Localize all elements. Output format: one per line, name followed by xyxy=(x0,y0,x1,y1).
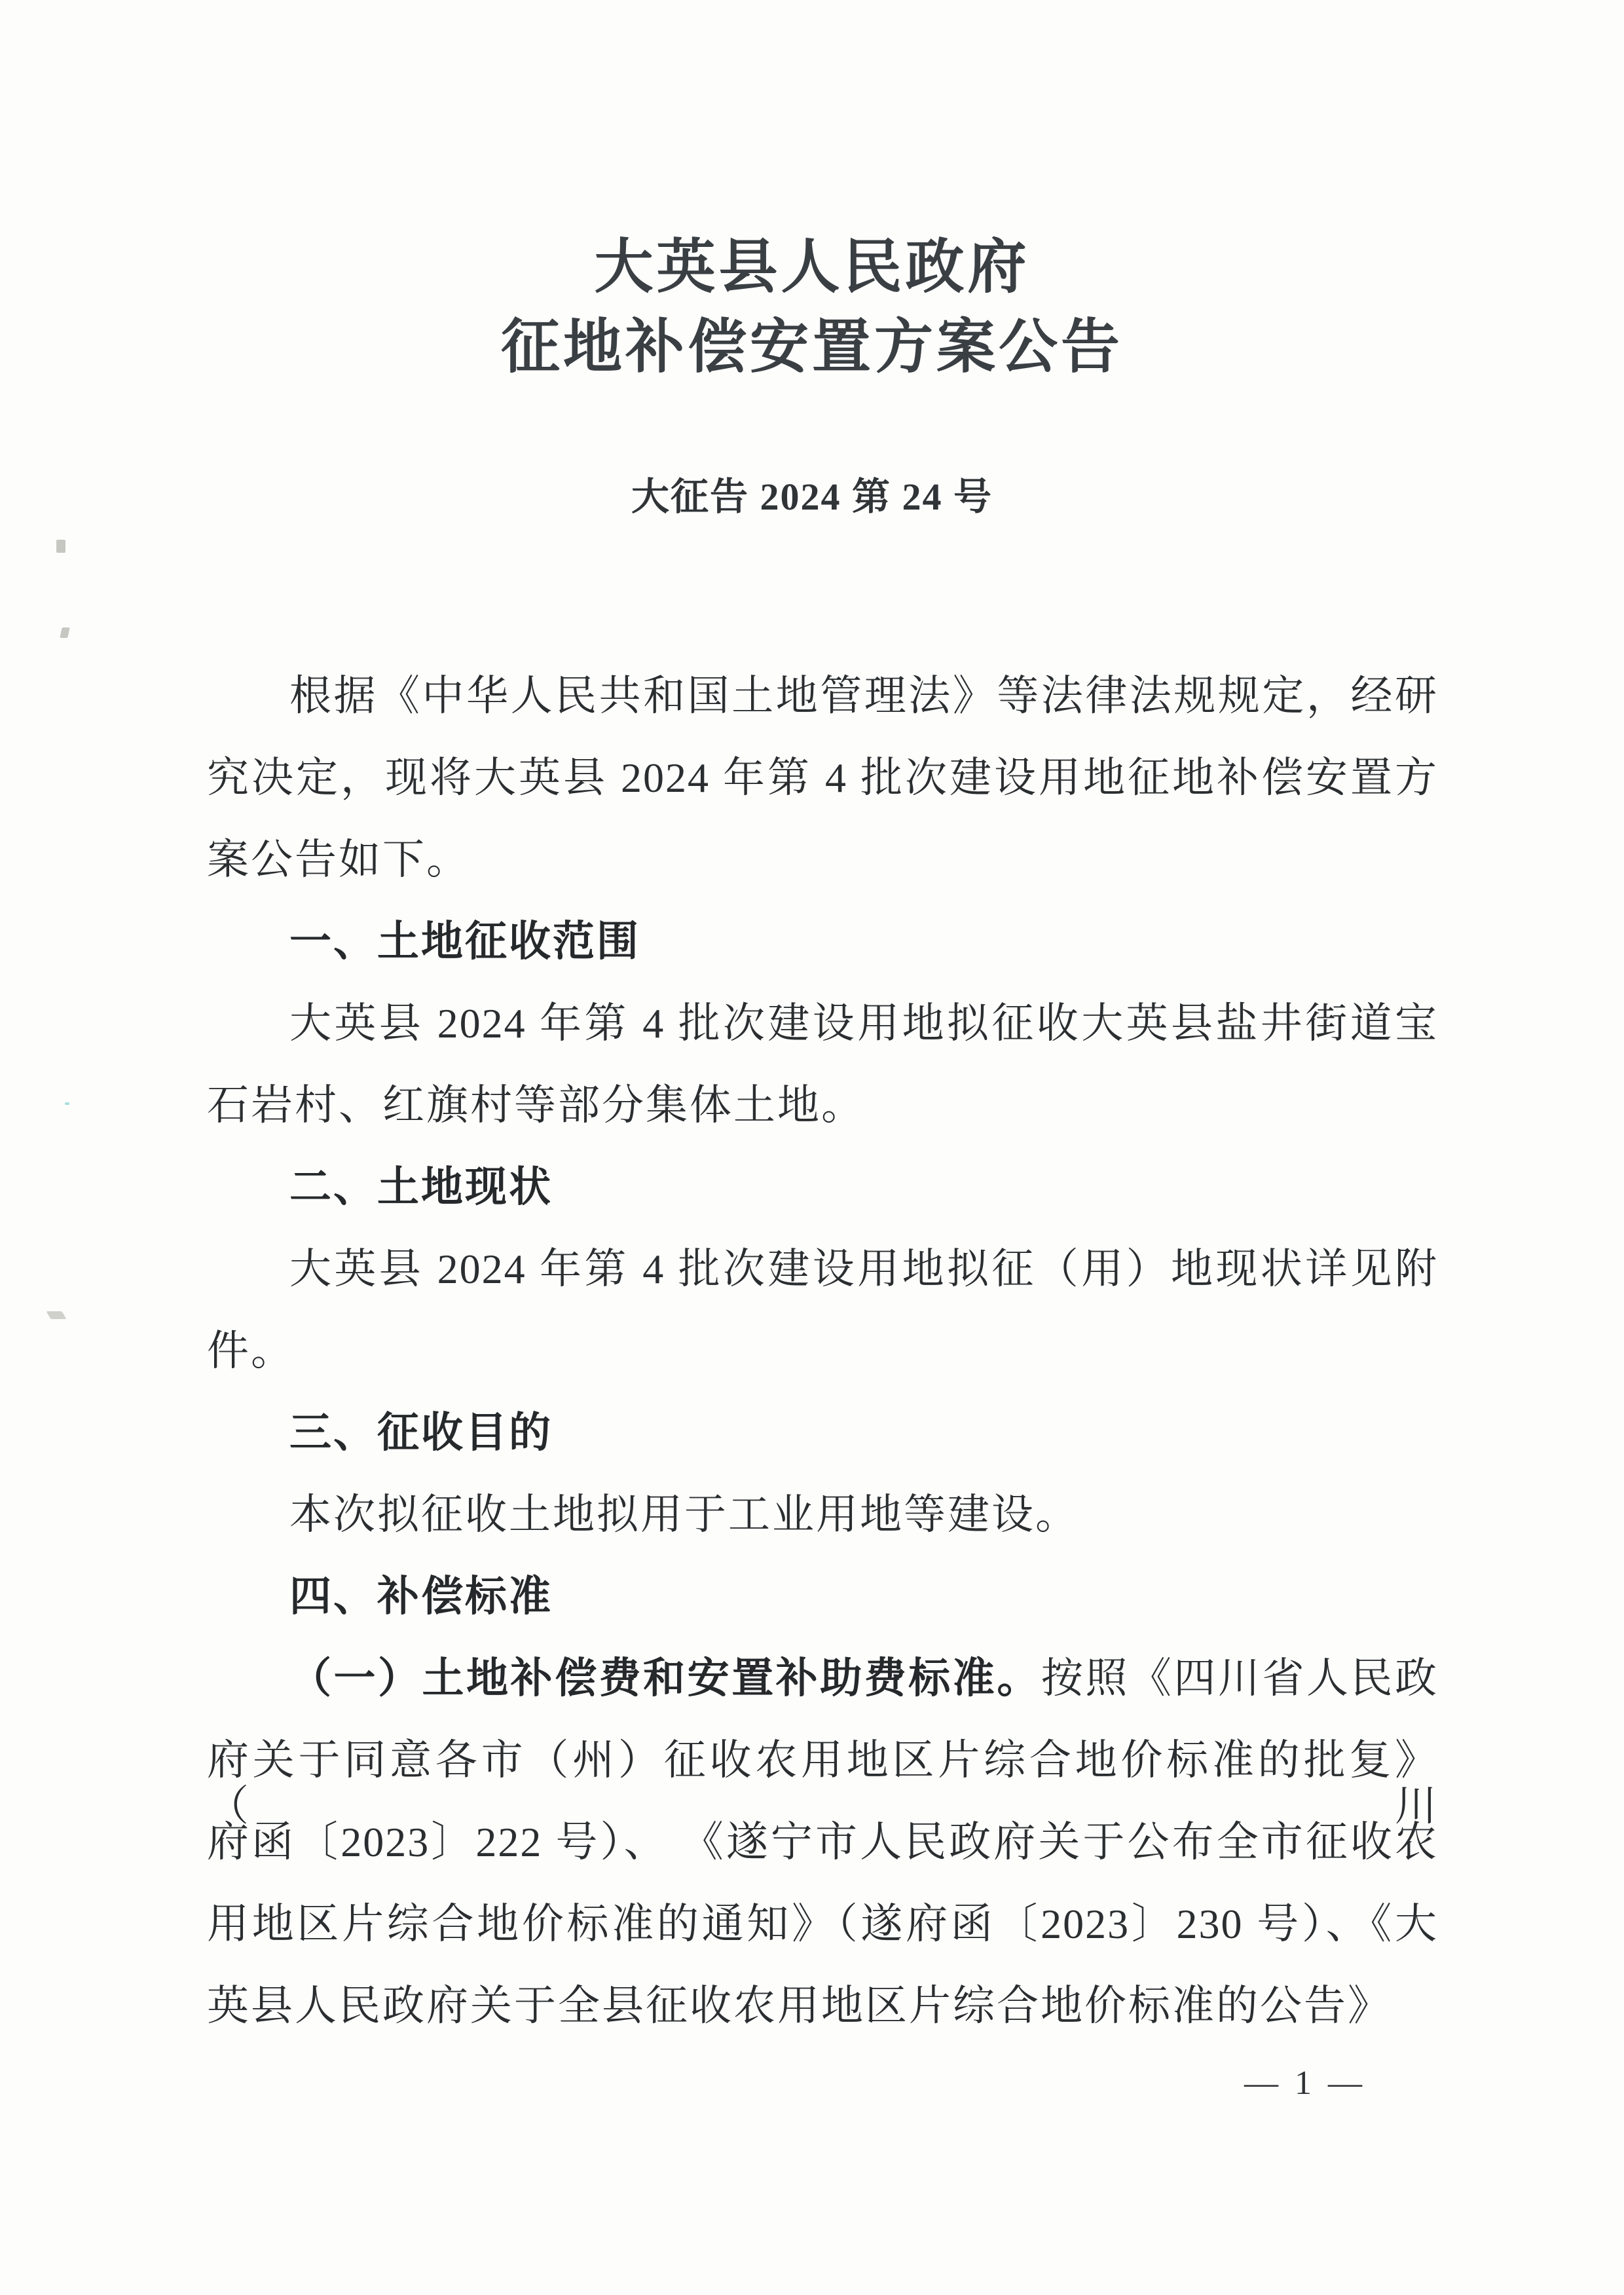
scan-speck xyxy=(65,1102,69,1105)
section-heading-3: 三、征收目的 xyxy=(289,1409,553,1456)
body-line: 石岩村、红旗村等部分集体土地。 xyxy=(207,1082,865,1129)
body-line: 件。 xyxy=(207,1328,295,1374)
scan-speck xyxy=(60,627,69,638)
body-line: 根据《中华人民共和国土地管理法》等法律法规规定，经研 xyxy=(289,673,1438,719)
section-heading-4: 四、补偿标准 xyxy=(289,1573,553,1620)
section-heading-1: 一、土地征收范围 xyxy=(289,918,640,965)
page-number: — 1 — xyxy=(1244,2064,1366,2102)
body-line: 大英县 2024 年第 4 批次建设用地拟征收大英县盐井街道宝 xyxy=(289,1000,1438,1047)
section-heading-2: 二、土地现状 xyxy=(289,1164,553,1210)
body-line: 用地区片综合地价标准的通知》（遂府函〔2023〕230 号）、《大 xyxy=(207,1901,1438,1947)
body-line: 英县人民政府关于全县征收农用地区片综合地价标准的公告》 xyxy=(207,1983,1392,2029)
body-line: 案公告如下。 xyxy=(207,836,470,883)
scan-speck xyxy=(56,540,65,553)
body-line xyxy=(207,1656,1438,1738)
body-line: 究决定，现将大英县 2024 年第 4 批次建设用地征地补偿安置方 xyxy=(207,755,1438,801)
document-body xyxy=(207,673,1438,2065)
body-line: 府函〔2023〕222 号）、 《遂宁市人民政府关于公布全市征收农 xyxy=(207,1819,1438,1865)
body-line: 本次拟征收土地拟用于工业用地等建设。 xyxy=(289,1491,1079,1538)
document-title-line2: 征地补偿安置方案公告 xyxy=(501,315,1123,380)
body-line: 大英县 2024 年第 4 批次建设用地拟征（用）地现状详见附 xyxy=(289,1246,1438,1292)
body-line: 府关于同意各市（州）征收农用地区片综合地价标准的批复》（川 xyxy=(207,1737,1438,1829)
body-line-text: 按照《四川省人民政 xyxy=(1041,1655,1439,1702)
bold-lead-in: （一）土地补偿费和安置补助费标准。 xyxy=(289,1655,1041,1702)
document-title-line1: 大英县人民政府 xyxy=(594,235,1030,300)
document-number: 大征告 2024 第 24 号 xyxy=(631,476,993,518)
scan-speck xyxy=(46,1311,67,1319)
